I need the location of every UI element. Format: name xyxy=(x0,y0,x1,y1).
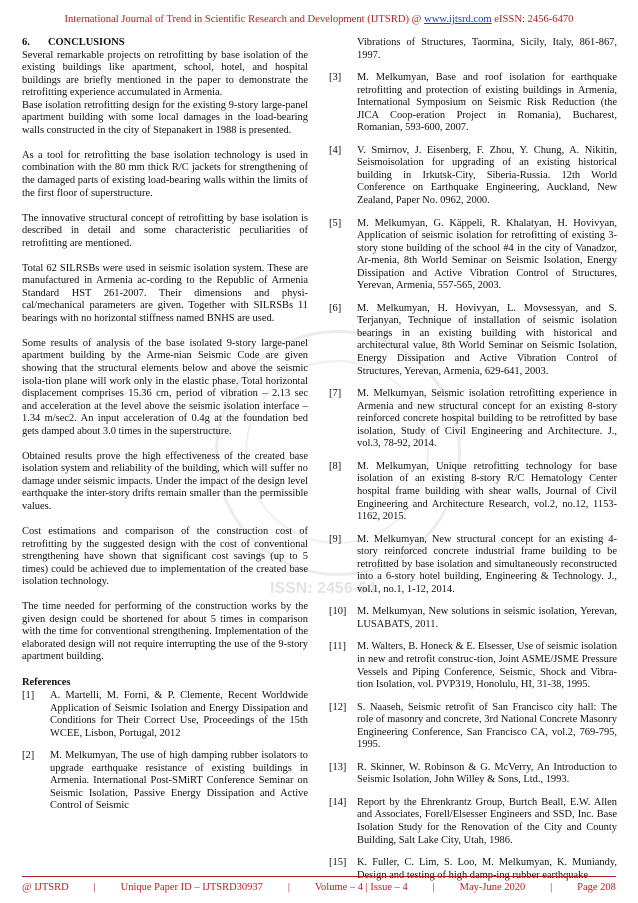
footer-divider xyxy=(22,876,616,877)
paragraph: Obtained results prove the high effectiveness of the created base isolation system and reliability of the building, which will suffer no damage under seismic impacts. Under the impact of the design level earthquake the inter-story drifts remain smaller than the permissible values. xyxy=(22,450,308,512)
reference-item xyxy=(329,857,617,882)
reference-text: M. Melkumyan, Unique retrofitting technology for base isolation of an existing 8-story R/C Hematology Center hospital frame building with shear walls, Journal of Civil Engineering and Architecture Research, vol.2, no.12, 1153-1162, 2015. xyxy=(357,460,617,523)
reference-text: M. Melkumyan, G. Käppeli, R. Khalatyan, H. Hovivyan, Application of seismic isolation for retrofitting of existing 3-story stone building of the school #4 in the city of Vanadzor, Ar-menia, 8th World Seminar on Seismic Isolation, Energy Dissipation and Active Vibration Control of Structures, Yerevan, Armenia, 557-565, 2003. xyxy=(357,217,617,292)
section-heading xyxy=(22,37,308,50)
reference-text: M. Melkumyan, New solutions in seismic isolation, Yerevan, LUSABATS, 2011. xyxy=(357,606,617,630)
reference-number: [13] xyxy=(329,761,347,773)
section-title: CONCLUSIONS xyxy=(48,37,125,48)
reference-item xyxy=(329,797,617,847)
reference-number: [1] xyxy=(22,690,35,702)
reference-item xyxy=(329,303,617,378)
watermark-text: ISSN: 2456-64 xyxy=(270,580,376,597)
paragraph: The time needed for performing of the construction works by the given design could be shortened for about 5 times in comparison with the time for conventional strengthening. Implementation of the elaborated design will not require interrupting the use of the 9-story apartment building. xyxy=(22,601,308,663)
reference-item xyxy=(329,72,617,135)
section-number: 6. xyxy=(22,37,30,48)
paragraph: Cost estimations and comparison of the construction cost of retrofitting by the suggested design with the cost of conventional strengthening have shown that significant cost savings (up to 5 times) could be achieved due to implementation of the created base isolation technology. xyxy=(22,526,308,588)
footer-date: May-June 2020 xyxy=(459,882,526,893)
reference-text: M. Melkumyan, The use of high damping rubber isolators to upgrade earthquake resistance of existing buildings in Armenia. International Post-SMiRT Conference Seminar on Seismic Isolation, Passive Energy Dissipation and Active Control of Seismic xyxy=(50,750,308,812)
footer-separator: | xyxy=(550,882,553,893)
footer-separator: | xyxy=(287,882,290,893)
reference-text: M. Melkumyan, New structural concept for an existing 4-story reinforced concrete industrial frame building to be retrofitted by base isolation and simultaneously reconstructed into a 6-story hotel building, Engineering & Technology. J., vol.1, no.1, 1-12, 2014. xyxy=(357,533,617,595)
reference-item xyxy=(22,750,308,813)
paragraph: Total 62 SILRSBs were used in seismic isolation system. These are manufactured in Armenia ac-cording to the Republic of Armenia Standard HST 261-2007. Their dimensions and physi-cal/mechanical parameters are given. Together with SILRSBs 11 bearings with no horizontal stiffness named BNHS are used. xyxy=(22,262,308,324)
reference-item xyxy=(329,606,617,631)
reference-text: K. Fuller, C. Lim, S. Loo, M. Melkumyan, K. Muniandy, Design and testing of high damp-ing rubber earthquake xyxy=(357,857,617,881)
reference-item xyxy=(329,461,617,524)
reference-number: [8] xyxy=(329,460,342,472)
reference-number: [12] xyxy=(329,701,347,713)
reference-item xyxy=(329,702,617,752)
reference-number: [15] xyxy=(329,857,347,869)
reference-item xyxy=(329,762,617,787)
page-footer xyxy=(22,882,616,893)
paragraph: Some results of analysis of the base isolated 9-story large-panel apartment building by the Arme-nian Seismic Code are given showing that the structural elements below and above the seismic isola-tion plane will work only in the elastic phase. Total horizontal displacement comprises 15.36 cm, period of vibration – 2.13 sec and acceleration at the level above the seismic isolation interface – 1.34 m/sec2. An input acceleration of 0.4g at the foundation bed gets damped about 3.0 times in the superstructure. xyxy=(22,337,308,437)
footer-paper-id: Unique Paper ID – IJTSRD30937 xyxy=(120,882,263,893)
reference-item xyxy=(329,534,617,597)
reference-number: [6] xyxy=(329,302,342,314)
journal-header xyxy=(0,14,638,25)
footer-separator: | xyxy=(93,882,96,893)
reference-text: Report by the Ehrenkrantz Group, Burtch Beall, E.W. Allen and Associates, Forell/Elsesser Engineers and SSD, Inc. Base Isolation Study for the Renovation of the City and County Building, Salt Lake City, Utah, 1986. xyxy=(357,796,617,846)
reference-item xyxy=(329,145,617,208)
footer-volume: Volume – 4 | Issue – 4 xyxy=(314,882,408,893)
paragraph: The innovative structural concept of retrofitting by base isolation is described in detail and some characteristic peculiarities of retrofitting are mentioned. xyxy=(22,212,308,249)
paragraph: Base isolation retrofitting design for the existing 9-story large-panel apartment building with some local damages in the load-bearing walls constructed in the city of Stepanakert in 1988 is presented. xyxy=(22,99,308,136)
right-column xyxy=(329,37,617,881)
reference-number: [3] xyxy=(329,72,342,84)
reference-continuation xyxy=(329,37,617,62)
reference-text: M. Melkumyan, Seismic isolation retrofitting experience in Armenia and new structural concept for an existing 8-story reinforced concrete hospital building to be retrofitted by base isolation, Study of Civil Engineering and Architecture. J., vol.3, 78-92, 2014. xyxy=(357,388,617,450)
paragraph: As a tool for retrofitting the base isolation technology is used in combination with the 80 mm thick R/C jackets for strengthening of the damaged parts of existing load-bearing walls within the limits of the first floor of superstructure. xyxy=(22,149,308,199)
reference-text: Vibrations of Structures, Taormina, Sicily, Italy, 861-867, 1997. xyxy=(357,37,617,61)
reference-text: A. Martelli, M. Forni, & P. Clemente, Recent Worldwide Application of Seismic Isolation and Energy Dissipation and Conditions for Their Correct Use, Proceedings of the 15th WCEE, Lisbon, Portugal, 2012 xyxy=(50,690,308,739)
reference-number: [7] xyxy=(329,388,342,400)
reference-number: [4] xyxy=(329,144,342,156)
references-heading: References xyxy=(22,676,71,688)
reference-number: [11] xyxy=(329,641,347,653)
paragraph: Several remarkable projects on retrofitting by base isolation of the existing buildings like apartment, school, hotel, and hospital buildings are briefly mentioned in the paper to demonstrate the retrofitting experience accumulated in Armenia. xyxy=(22,49,308,99)
reference-item xyxy=(329,218,617,293)
footer-site: @ IJTSRD xyxy=(22,882,69,893)
reference-number: [2] xyxy=(22,750,35,762)
reference-number: [14] xyxy=(329,796,347,808)
reference-item xyxy=(329,388,617,451)
reference-text: M. Melkumyan, Base and roof isolation for earthquake retrofitting and protection of existing buildings in Armenia, International Symposium on Seismic Risk Reduction (the JICA Coop-eration Project in Romania), Bucharest, Romanian, 593-600, 2007. xyxy=(357,72,617,134)
footer-page-number: Page 208 xyxy=(577,882,616,893)
reference-item xyxy=(329,641,617,691)
reference-text: M. Walters, B. Honeck & E. Elsesser, Use of seismic isolation in new and retrofit construc-tion, Joint ASME/JSME Pressure Vessels and Piping Conference, Seismic, Shock and Vibra-tion Isolation, vol. PVP319, Honolulu, HI, 31-38, 1995. xyxy=(357,641,617,691)
reference-number: [9] xyxy=(329,533,342,545)
left-column xyxy=(22,37,308,872)
reference-number: [10] xyxy=(329,606,347,618)
journal-url-link[interactable]: www.ijtsrd.com xyxy=(424,14,492,25)
journal-issn: eISSN: 2456-6470 xyxy=(491,14,574,25)
reference-text: V. Smirnov, J. Eisenberg, F. Zhou, Y. Chung, A. Nikitin, Seismoisolation for upgrading of an existing historical building in Irkutsk-City, Siberia-Russia. 12th World Conference on Earthquake Engineering, Auckland, New Zealand, Paper No. 0962, 2000. xyxy=(357,144,617,207)
footer-separator: | xyxy=(432,882,435,893)
reference-number: [5] xyxy=(329,217,342,229)
reference-text: S. Naaseh, Seismic retrofit of San Francisco city hall: The role of masonry and concrete, 3rd National Concrete Masonry Engineering Conference, San Francisco CA, vol.2, 769-795, 1995. xyxy=(357,701,617,751)
reference-text: M. Melkumyan, H. Hovivyan, L. Movsessyan, and S. Terjanyan, Technique of installation of seismic isolation bearings in an existing building with historical and architectural value, 8th World Seminar on Seismic Isolation, Energy Dissipation and Active Vibration Control of Structures, Yerevan, Armenia, 629-641, 2003. xyxy=(357,302,617,377)
reference-text: R. Skinner, W. Robinson & G. McVerry, An Introduction to Seismic Isolation, John Willey & Sons, Ltd., 1993. xyxy=(357,761,617,786)
reference-item xyxy=(22,690,308,740)
journal-name: International Journal of Trend in Scientific Research and Development (IJTSRD) @ xyxy=(64,14,425,25)
